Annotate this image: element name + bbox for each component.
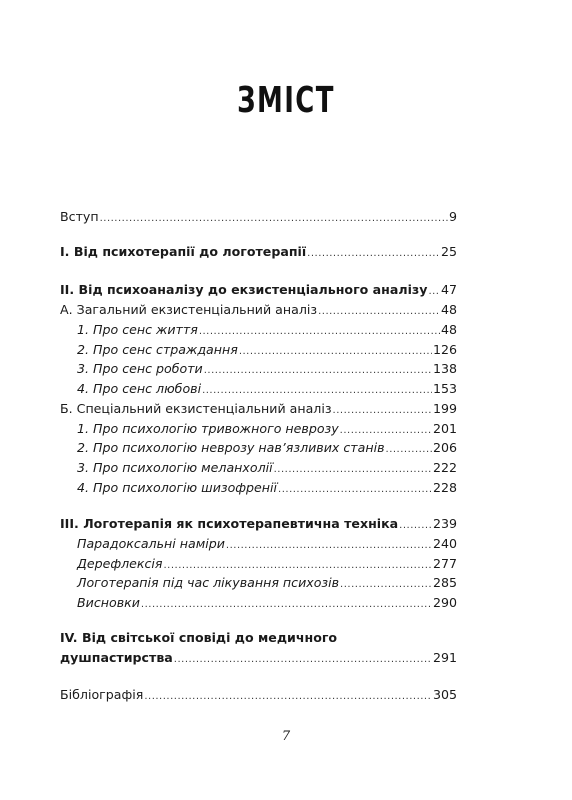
dot-leader [340, 575, 432, 595]
toc-entry-part-4[interactable] [60, 648, 457, 668]
dot-leader [278, 480, 432, 500]
toc-entry-3-4[interactable] [60, 593, 457, 613]
dot-leader [202, 381, 432, 401]
toc-entry-label: Логотерапія під час лікування психозів [77, 575, 340, 590]
toc-entry-a-1[interactable] [60, 320, 457, 340]
toc-entry-label: 2. Про психологію неврозу нав’язливих станів [77, 440, 385, 455]
dot-leader [144, 687, 432, 707]
dot-leader [226, 536, 432, 556]
toc-entry-section-b[interactable] [60, 399, 457, 419]
toc-entry-3-1[interactable] [60, 534, 457, 554]
toc-entry-intro[interactable] [60, 207, 457, 227]
dot-leader [204, 361, 432, 381]
toc-entry-label: 3. Про психологію меланхолії [77, 460, 273, 475]
toc-entry-label: I. Від психотерапії до логотерапії [60, 244, 307, 259]
toc-entry-page: 153 [432, 381, 457, 396]
toc-entry-page: 228 [432, 480, 457, 495]
dot-leader [399, 516, 432, 536]
toc-entry-label: Парадоксальні наміри [77, 536, 225, 551]
toc-entry-page: 25 [440, 244, 457, 259]
toc-entry-label: 1. Про психологію тривожного неврозу [77, 421, 339, 436]
toc-entry-part-2[interactable] [60, 280, 457, 300]
toc-entry-page: 199 [432, 401, 457, 416]
toc-entry-page: 48 [440, 302, 457, 317]
toc-entry-label: III. Логотерапія як психотерапевтична техніка [60, 516, 399, 531]
toc-entry-a-2[interactable] [60, 340, 457, 360]
toc-entry-a-4[interactable] [60, 379, 457, 399]
page-title: ЗМІСТ [237, 80, 335, 121]
toc-entry-page: 291 [432, 650, 457, 665]
toc-entry-page: 206 [432, 440, 457, 455]
dot-leader [100, 209, 448, 229]
toc-entry-label: Висновки [77, 595, 140, 610]
dot-leader [141, 595, 432, 615]
toc-entry-label: Б. Спеціальний екзистенціальний аналіз [60, 401, 332, 416]
toc-entry-3-2[interactable] [60, 554, 457, 574]
toc-entry-page: 126 [432, 342, 457, 357]
toc-entry-label: Бібліографія [60, 687, 144, 702]
toc-entry-b-4[interactable] [60, 478, 457, 498]
toc-entry-page: 48 [440, 322, 457, 337]
toc-entry-label: 4. Про психологію шизофренії [77, 480, 278, 495]
page-number: 7 [281, 729, 291, 744]
toc-entry-page: 47 [440, 282, 457, 297]
dot-leader [333, 401, 432, 421]
dot-leader [174, 650, 432, 670]
toc-entry-label: А. Загальний екзистенціальний аналіз [60, 302, 318, 317]
toc-entry-part-3[interactable] [60, 514, 457, 534]
toc-entry-part-1[interactable] [60, 242, 457, 262]
toc-entry-label: Вступ [60, 209, 99, 224]
dot-leader [307, 244, 440, 264]
toc-entry-label: 1. Про сенс життя [77, 322, 198, 337]
toc-entry-label: 3. Про сенс роботи [77, 361, 203, 376]
toc-entry-label: душпастирства [60, 650, 173, 665]
toc-entry-page: 305 [432, 687, 457, 702]
toc-entry-page: 285 [432, 575, 457, 590]
toc-entry-bibliography[interactable] [60, 685, 457, 705]
toc-entry-page: 222 [432, 460, 457, 475]
toc-entry-label: 4. Про сенс любові [77, 381, 202, 396]
toc-entry-page: 201 [432, 421, 457, 436]
toc-entry-b-1[interactable] [60, 419, 457, 439]
dot-leader [274, 460, 432, 480]
toc-entry-a-3[interactable] [60, 359, 457, 379]
toc-entry-label: 2. Про сенс страждання [77, 342, 238, 357]
dot-leader [386, 440, 432, 460]
dot-leader [199, 322, 440, 342]
toc-entry-page: 277 [432, 556, 457, 571]
toc-entry-label: II. Від психоаналізу до екзистенціального аналізу [60, 282, 428, 297]
toc-entry-label: Дерефлексія [77, 556, 163, 571]
toc-entry-part-4-line1: IV. Від світської сповіді до медичного [60, 630, 338, 645]
dot-leader [428, 282, 440, 302]
toc-entry-b-2[interactable] [60, 438, 457, 458]
toc-entry-page: 138 [432, 361, 457, 376]
toc-entry-b-3[interactable] [60, 458, 457, 478]
toc-entry-page: 9 [448, 209, 457, 224]
toc-entry-page: 290 [432, 595, 457, 610]
toc-entry-page: 240 [432, 536, 457, 551]
dot-leader [318, 302, 440, 322]
toc-entry-3-3[interactable] [60, 573, 457, 593]
toc-entry-page: 239 [432, 516, 457, 531]
toc-entry-section-a[interactable] [60, 300, 457, 320]
